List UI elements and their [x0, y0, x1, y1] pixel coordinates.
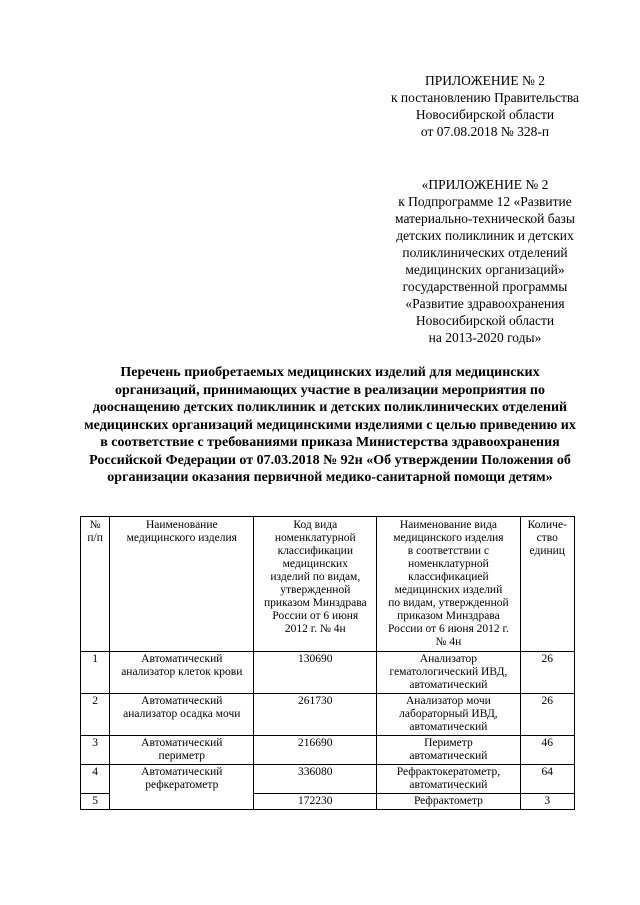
header-text: в соответствии с — [407, 545, 490, 557]
cell-name — [110, 736, 254, 765]
header-text: 2012 г. № 4н — [284, 623, 346, 635]
header-name — [110, 517, 254, 652]
approval-line: ПРИЛОЖЕНИЕ № 2 — [424, 73, 546, 88]
cell-text: автоматический — [409, 679, 488, 691]
title-line: Перечень приобретаемых медицинских изделий для медицинских — [120, 365, 540, 380]
cell-code: 216690 — [254, 736, 377, 765]
cell-kind — [377, 694, 520, 736]
cell-qty: 3 — [520, 794, 575, 810]
cell-text: рефкератометр — [145, 779, 219, 791]
cell-text: периметр — [158, 750, 206, 762]
cell-name — [110, 794, 254, 810]
header-text: классификации — [277, 545, 353, 557]
cell-text: Рефрактокератометр, — [396, 766, 501, 778]
appendix-header — [370, 176, 600, 346]
appendix-line: материально-технической базы — [395, 211, 575, 226]
cell-text: Периметр — [424, 737, 473, 749]
header-text: Код вида — [293, 519, 338, 531]
header-text: п/п — [87, 532, 103, 544]
cell-code: 336080 — [254, 765, 377, 794]
title-line: организации оказания первичной медико-санитарной помощи детям» — [107, 470, 553, 485]
table-header-row — [81, 517, 575, 652]
header-text: Наименование — [145, 519, 218, 531]
table-row — [81, 794, 575, 810]
header-text: медицинских — [282, 558, 348, 570]
cell-text: Рефрактометр — [413, 795, 483, 807]
header-kind — [377, 517, 520, 652]
cell-kind — [377, 736, 520, 765]
header-qty — [520, 517, 575, 652]
approval-header — [370, 72, 600, 140]
header-text: изделий по видам, — [270, 571, 361, 583]
header-text: медицинского изделия — [126, 532, 237, 544]
cell-code: 130690 — [254, 652, 377, 694]
cell-num: 2 — [81, 694, 110, 736]
cell-text: гематологический ИВД, — [389, 666, 508, 678]
cell-name — [110, 694, 254, 736]
header-text: номенклатурной — [408, 558, 489, 570]
cell-text: Анализатор — [419, 653, 478, 665]
cell-qty: 26 — [520, 652, 575, 694]
approval-line: Новосибирской области — [415, 107, 555, 122]
table-row — [81, 694, 575, 736]
cell-num: 3 — [81, 736, 110, 765]
appendix-line: «Развитие здравоохранения — [405, 296, 565, 311]
title-line: дооснащению детских поликлиник и детских поликлинических отделений — [92, 400, 568, 415]
cell-text: Анализатор мочи — [406, 695, 491, 707]
cell-text: Автоматический — [141, 766, 223, 778]
appendix-line: медицинских организаций» — [405, 262, 565, 277]
cell-text: автоматический — [409, 721, 488, 733]
header-text: приказом Минздрава — [397, 610, 500, 622]
cell-text: анализатор осадка мочи — [123, 708, 241, 720]
cell-code: 261730 — [254, 694, 377, 736]
header-num — [81, 517, 110, 652]
cell-code: 172230 — [254, 794, 377, 810]
document-title — [60, 364, 600, 487]
header-code — [254, 517, 377, 652]
header-text: России от 6 июня 2012 г. — [387, 623, 509, 635]
header-text: по видам, утвержденной — [388, 597, 509, 609]
appendix-line: «ПРИЛОЖЕНИЕ № 2 — [421, 177, 549, 192]
approval-line: к постановлению Правительства — [390, 90, 580, 105]
approval-line: от 07.08.2018 № 328-п — [420, 124, 550, 139]
cell-name — [110, 765, 254, 794]
cell-text: Автоматический — [141, 737, 223, 749]
cell-num: 5 — [81, 794, 110, 810]
cell-num: 4 — [81, 765, 110, 794]
cell-qty: 26 — [520, 694, 575, 736]
cell-num: 1 — [81, 652, 110, 694]
title-line: в соответствие с требованиями приказа Министерства здравоохранения — [100, 435, 560, 450]
cell-kind — [377, 652, 520, 694]
appendix-line: к Подпрограмме 12 «Развитие — [398, 194, 572, 209]
header-text: Количе- — [527, 519, 567, 531]
cell-qty: 46 — [520, 736, 575, 765]
header-text: медицинских изделий — [394, 584, 503, 596]
header-text: номенклатурной — [274, 532, 356, 544]
cell-text: автоматический — [409, 750, 488, 762]
appendix-line: на 2013-2020 годы» — [428, 330, 542, 345]
cell-text: Автоматический — [141, 653, 223, 665]
cell-text: анализатор клеток крови — [121, 666, 243, 678]
cell-kind — [377, 794, 520, 810]
header-text: Наименование вида — [399, 519, 497, 531]
title-line: организаций, принимающих участие в реализации мероприятия по — [115, 382, 545, 398]
appendix-line: Новосибирской области — [415, 313, 555, 328]
header-text: России от 6 июня — [272, 610, 359, 622]
header-text: № — [89, 519, 101, 531]
header-text: классификацией — [408, 571, 489, 583]
header-text: ство — [536, 532, 558, 544]
devices-table — [80, 516, 575, 810]
cell-text: автоматический — [409, 779, 488, 791]
appendix-line: государственной программы — [402, 279, 568, 294]
header-text: № 4н — [435, 636, 462, 648]
header-text: приказом Минздрава — [263, 597, 367, 609]
title-line: медицинских организаций медицинскими изделиями с целью приведению их — [84, 417, 576, 433]
appendix-line: поликлинических отделений — [402, 245, 568, 260]
cell-text: Автоматический — [141, 695, 223, 707]
cell-name — [110, 652, 254, 694]
cell-text: лабораторный ИВД, — [399, 708, 498, 720]
cell-qty: 64 — [520, 765, 575, 794]
cell-kind — [377, 765, 520, 794]
table-row — [81, 765, 575, 794]
title-line: Российской Федерации от 07.03.2018 № 92н «Об утверждении Положения об — [89, 452, 571, 468]
header-text: утвержденной — [280, 584, 351, 596]
header-text: медицинского изделия — [393, 532, 504, 544]
table-row — [81, 736, 575, 765]
table-row — [81, 652, 575, 694]
header-text: единиц — [529, 545, 565, 557]
appendix-line: детских поликлиник и детских — [396, 228, 574, 243]
